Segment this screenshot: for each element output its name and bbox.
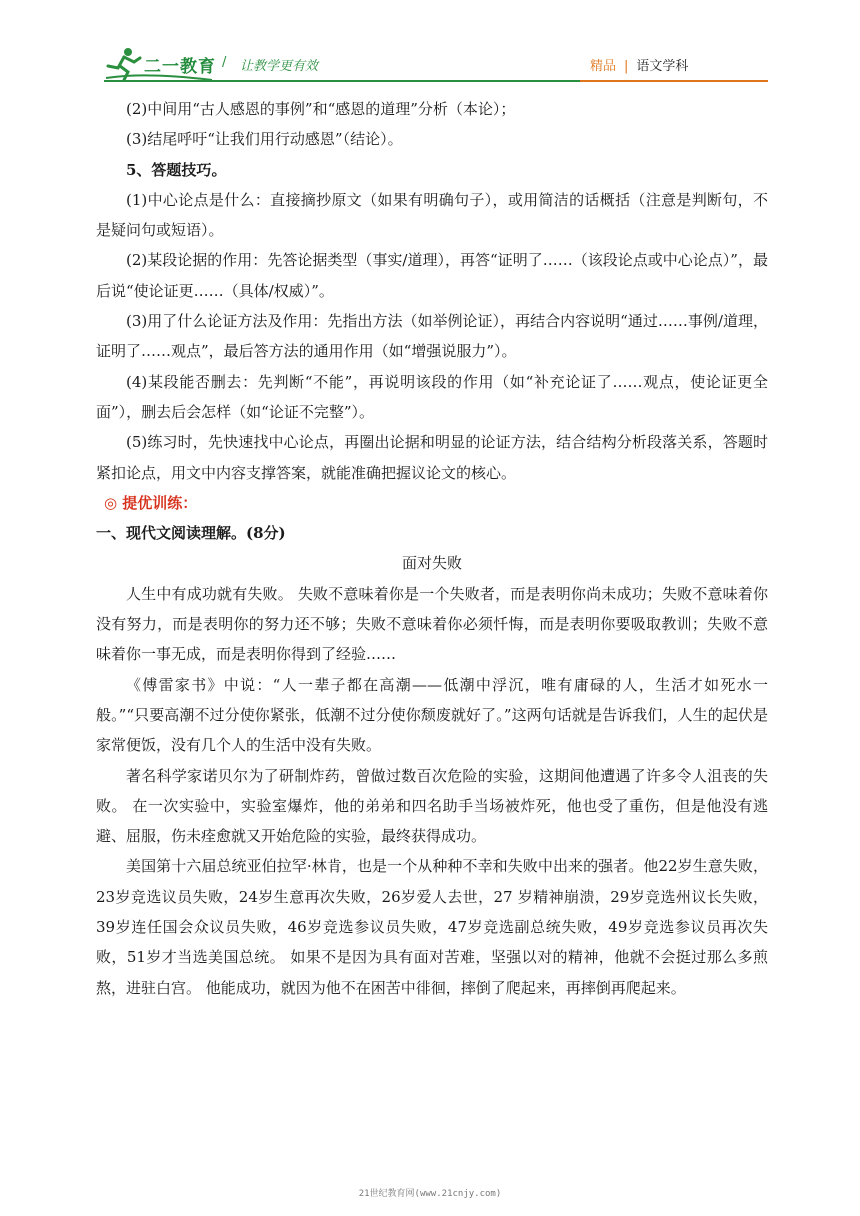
brand-tag bbox=[590, 55, 688, 74]
logo-text: 二一教育 bbox=[144, 57, 216, 77]
article-paragraph: 美国第十六届总统亚伯拉罕·林肯，也是一个从种种不幸和失败中出来的强者。他22岁生意失败，23岁竞选议员失败，24岁生意再次失败，26岁爱人去世，27 岁精神崩溃，29岁竞选州议长失败，39岁连任国会众议员失败，46岁竞选参议员失败，47岁竞选副总统失败，49岁竞选参议员再次失败，51岁才当选美国总统。 如果不是因为具有面对苦难，坚强以对的精神，他就不会挺过那么多煎熬，进驻白宫。 他能成功，就因为他不在困苦中徘徊，摔倒了爬起来，再摔倒再爬起来。 bbox=[96, 857, 768, 997]
subject-label: 语文学科 bbox=[636, 59, 689, 74]
article-paragraph: 《傅雷家书》中说：“人一辈子都在高潮——低潮中浮沉，唯有庸碌的人，生活才如死水一般。”“只要高潮不过分使你紧张，低潮不过分使你颓废就好了。”这两句话就是告诉我们，人生的起伏是家常便饭，没有几个人的生活中没有失败。 bbox=[96, 675, 768, 755]
paragraph: (1)中心论点是什么：直接摘抄原文（如果有明确句子），或用简洁的话概括（注意是判断句，不是疑问句或短语）。 bbox=[96, 190, 768, 240]
slogan: 让教学更有效 bbox=[240, 59, 319, 74]
paragraph: (2)中间用“古人感恩的事例”和“感恩的道理”分析（本论）； bbox=[126, 100, 516, 118]
slogan-separator: / bbox=[222, 55, 227, 70]
quality-label: 精品 bbox=[590, 59, 617, 74]
question-heading: 一、现代文阅读理解。(8分) bbox=[96, 524, 286, 543]
paragraph: (4)某段能否删去：先判断“不能”，再说明该段的作用（如“补充论证了……观点，使论证更全面”），删去后会怎样（如“论证不完整”）。 bbox=[96, 372, 768, 421]
article-paragraph: 著名科学家诺贝尔为了研制炸药，曾做过数百次危险的实验，这期间他遭遇了许多令人沮丧的失败。 在一次实验中，实验室爆炸，他的弟弟和四名助手当场被炸死，他也受了重伤，但是他没有逃避、屈服，伤未痊愈就又开始危险的实验，最终获得成功。 bbox=[96, 766, 768, 846]
article-title: 面对失败 bbox=[401, 554, 462, 573]
page-header bbox=[0, 0, 860, 90]
divider: | bbox=[624, 59, 629, 74]
article-paragraph: 人生中有成功就有失败。 失败不意味着你是一个失败者，而是表明你尚未成功；失败不意味着你没有努力，而是表明你的努力还不够；失败不意味着你必须忏悔，而是表明你要吸取教训；失败不意味着你一事无成，而是表明你得到了经验…… bbox=[96, 584, 768, 664]
paragraph: (2)某段论据的作用：先答论据类型（事实/道理），再答“证明了……（该段论点或中心论点）”，最后说“使论证更……（具体/权威）”。 bbox=[96, 251, 768, 300]
document-body bbox=[96, 94, 768, 1003]
paragraph: (5)练习时，先快速找中心论点，再圈出论据和明显的论证方法，结合结构分析段落关系，答题时紧扣论点，用文中内容支撑答案，就能准确把握议论文的核心。 bbox=[96, 433, 768, 482]
section-heading: 5、答题技巧。 bbox=[126, 160, 227, 179]
training-heading: ◎ 提优训练： bbox=[104, 493, 198, 512]
header-rule-accent bbox=[580, 80, 768, 82]
page-footer: 21世纪教育网(www.21cnjy.com) bbox=[358, 1189, 502, 1199]
paragraph: (3)结尾呼吁“让我们用行动感恩”（结论）。 bbox=[126, 130, 403, 149]
paragraph: (3)用了什么论证方法及作用：先指出方法（如举例论证），再结合内容说明“通过……事例/道理，证明了……观点”，最后答方法的通用作用（如“增强说服力”）。 bbox=[96, 312, 768, 361]
